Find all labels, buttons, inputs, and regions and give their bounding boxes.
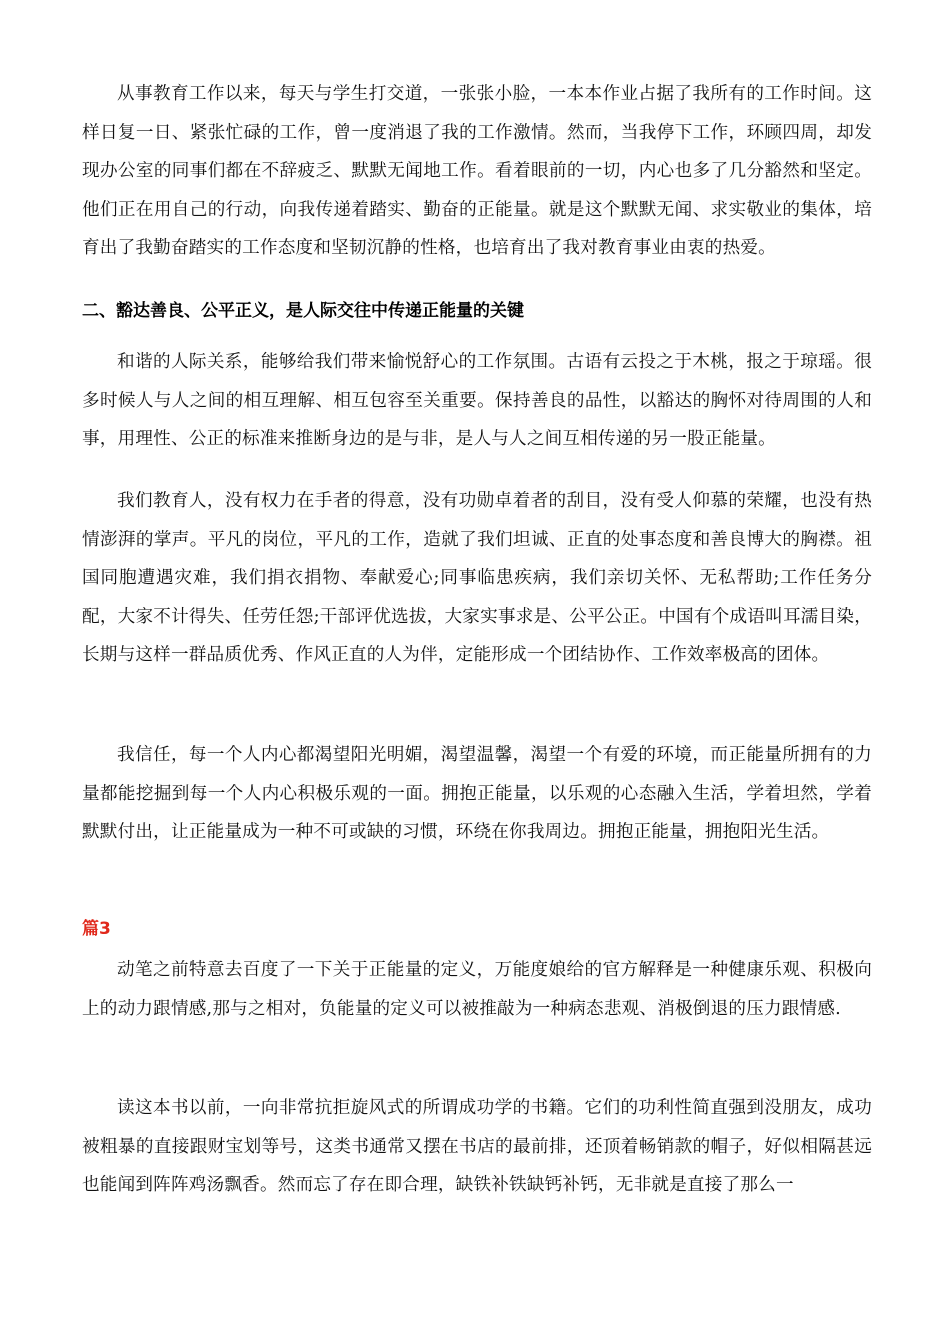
paragraph-1: 从事教育工作以来，每天与学生打交道，一张张小脸，一本本作业占据了我所有的工作时间。这样日复一日、紧张忙碌的工作，曾一度消退了我的工作激情。然而，当我停下工作，环顾四周，却发现办公室的同事们都在不辞疲乏、默默无闻地工作。看着眼前的一切，内心也多了几分豁然和坚定。他们正在用自己的行动，向我传递着踏实、勤奋的正能量。就是这个默默无闻、求实敬业的集体，培育出了我勤奋踏实的工作态度和坚韧沉静的性格，也培育出了我对教育事业由衷的热爱。 [82, 84, 872, 259]
section-heading-2: 二、豁达善良、公平正义，是人际交往中传递正能量的关键 [82, 301, 524, 321]
paragraph-3: 我们教育人，没有权力在手者的得意，没有功勋卓着者的刮目，没有受人仰慕的荣耀，也没有热情澎湃的掌声。平凡的岗位，平凡的工作，造就了我们坦诚、正直的处事态度和善良博大的胸襟。祖国同胞遭遇灾难，我们捐衣捐物、奉献爱心;同事临患疾病，我们亲切关怀、无私帮助;工作任务分配，大家不计得失、任劳任怨;干部评优选拔，大家实事求是、公平公正。中国有个成语叫耳濡目染，长期与这样一群品质优秀、作风正直的人为伴，定能形成一个团结协作、工作效率极高的团体。 [82, 491, 872, 666]
paragraph-5: 动笔之前特意去百度了一下关于正能量的定义，万能度娘给的官方解释是一种健康乐观、积极向上的动力跟情感,那与之相对，负能量的定义可以被推敲为一种病态悲观、消极倒退的压力跟情感. [82, 960, 872, 1019]
section-label-pian3: 篇3 [82, 919, 111, 939]
paragraph-6: 读这本书以前，一向非常抗拒旋风式的所谓成功学的书籍。它们的功利性简直强到没朋友，成功被粗暴的直接跟财宝划等号，这类书通常又摆在书店的最前排，还顶着畅销款的帽子，好似相隔甚远也能闻到阵阵鸡汤飘香。然而忘了存在即合理，缺铁补铁缺钙补钙，无非就是直接了那么一 [82, 1098, 872, 1196]
paragraph-4: 我信任，每一个人内心都渴望阳光明媚，渴望温馨，渴望一个有爱的环境，而正能量所拥有的力量都能挖掘到每一个人内心积极乐观的一面。拥抱正能量，以乐观的心态融入生活，学着坦然，学着默默付出，让正能量成为一种不可或缺的习惯，环绕在你我周边。拥抱正能量，拥抱阳光生活。 [82, 745, 872, 843]
paragraph-2: 和谐的人际关系，能够给我们带来愉悦舒心的工作氛围。古语有云投之于木桃，报之于琼瑶。很多时候人与人之间的相互理解、相互包容至关重要。保持善良的品性，以豁达的胸怀对待周围的人和事，用理性、公正的标准来推断身边的是与非，是人与人之间互相传递的另一股正能量。 [82, 352, 872, 450]
